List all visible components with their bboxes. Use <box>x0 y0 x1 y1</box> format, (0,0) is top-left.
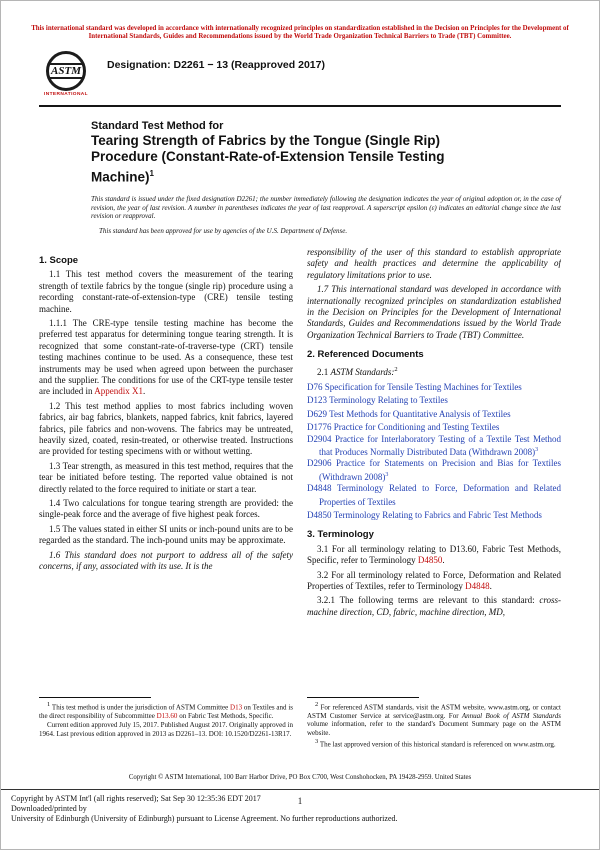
reference-item[interactable]: D1776 Practice for Conditioning and Testing Textiles <box>307 422 500 433</box>
page-number: 1 <box>297 796 303 806</box>
astm-logo-text: ASTM <box>51 64 81 77</box>
footnote-3: $^3$ The last approved version of this historical standard is referenced on www.astm.org. <box>315 738 556 749</box>
para-1-4: 1.4 Two calculations for tongue tearing strength are provided: the single-peak force and the average of five highest peak forces. <box>39 498 293 520</box>
reference-list <box>307 380 561 521</box>
page-title-line-3: Machine)$^1$ <box>91 168 154 185</box>
para-1-5: 1.5 The values stated in either SI units or inch-pound units are to be regarded as the standard. The inch-pound units may be approximate. <box>39 523 293 546</box>
astm-logo-icon <box>46 51 86 91</box>
para-1-2: 1.2 This test method applies to most fabrics including woven fabrics, air bag fabrics, blankets, napped fabrics, knit fabrics, layered fabrics, pile fabrics and non-wovens. The fabrics may be untreated, heavily sized, coated, resin-treated, or otherwise treated. Instructions are provided for testing specimens with or without wetting. <box>39 400 293 457</box>
footnote-2: $^2$ For referenced ASTM standards, visit the ASTM website, www.astm.org, or contact ASTM Customer Service at service@astm.org. For Annual Book of ASTM Standards volume information, refer to the standard's Document Summary page on the ASTM website. <box>307 701 561 737</box>
reference-item[interactable]: D123 Terminology Relating to Textiles <box>307 395 448 406</box>
para-1-7: 1.7 This international standard was developed in accordance with internationally recognized principles on standardization established in the Decision on Principles for the Development of International Standards, Guides and Recommendations issued by the World Trade Organization Technical Barriers to Trade (TBT) Committee. <box>307 284 561 340</box>
para-3-2-1: 3.2.1 The following terms are relevant to this standard: cross-machine direction, CD, fabric, machine direction, MD, <box>307 595 561 617</box>
standard-banner: This international standard was developed in accordance with internationally recognized principles on standardization established in the Decision on Principles for the Development of International Standards, Guides and Recommendations issued by the World Trade Organization Technical Barriers to Trade (TBT) Committee. <box>31 25 569 41</box>
page-title-kicker: Standard Test Method for <box>91 119 224 132</box>
para-1-6-continued: responsibility of the user of this standard to establish appropriate safety and health practices and determine the applicability of regulatory limitations prior to use. <box>307 246 561 280</box>
committee-d13-link[interactable]: D13 <box>230 703 243 712</box>
section-heading-terminology: 3. Terminology <box>307 529 374 541</box>
reference-item[interactable]: D2906 Practice for Statements on Precision and Bias for Textiles (Withdrawn 2008)$^3$ <box>307 458 561 482</box>
footnotes <box>39 697 561 749</box>
document-header <box>39 51 561 103</box>
body-columns <box>39 247 561 695</box>
footnote-ref-2: 2 <box>394 365 398 373</box>
para-3-1: 3.1 For all terminology relating to D13.60, Fabric Test Methods, Specific, refer to Terminology D4850. <box>307 543 561 566</box>
footnote-column-right <box>307 697 561 749</box>
stamp-copyright-line: Copyright by ASTM Int'l (all rights reserved); Sat Sep 30 12:35:36 EDT 2017 <box>11 794 261 803</box>
copyright-notice: Copyright © ASTM International, 100 Barr Harbor Drive, PO Box C700, West Conshohocken, PA 19428-2959. United States <box>128 774 472 781</box>
section-heading-scope: 1. Scope <box>39 254 79 266</box>
title-footnote-ref: 1 <box>149 168 154 178</box>
para-1-1: 1.1 This test method covers the measurement of the tearing strength of textile fabrics by the tongue (single rip) procedure using a recording constant-rate-of-extension-type (CRE) tensile testing machine. <box>39 269 293 314</box>
para-1-6: 1.6 This standard does not purport to address all of the safety concerns, if any, associated with its use. It is the <box>39 549 293 572</box>
reference-item[interactable]: D4848 Terminology Related to Force, Deformation and Related Properties of Textiles <box>307 483 561 507</box>
page-title-line-1: Tearing Strength of Fabrics by the Tongue (Single Rip) <box>91 132 441 148</box>
reference-item[interactable]: D629 Test Methods for Quantitative Analysis of Textiles <box>307 408 511 419</box>
footer-divider <box>1 789 599 790</box>
para-2-1: 2.1 ASTM Standards:$^2$ <box>317 365 398 377</box>
dod-approval-note: This standard has been approved for use by agencies of the U.S. Department of Defense. <box>99 226 348 235</box>
para-1-1-1: 1.1.1 The CRE-type tensile testing machine has become the preferred test apparatus for determining tongue tearing strength. It is recognized that some constant-rate-of-traverse-type (CRT) tensile testing machines continue to be used. As a consequence, these test instruments may be used when agreed upon between the purchaser and the supplier. The conditions for use of the CRT-type tensile tester are included in Appendix X1. <box>39 317 293 397</box>
header-divider <box>39 105 561 107</box>
designation-label: Designation: D2261 − 13 (Reapproved 2017) <box>107 58 325 71</box>
title-block <box>91 119 561 186</box>
column-right <box>307 247 561 695</box>
issuance-note: This standard is issued under the fixed designation D2261; the number immediately following the designation indicates the year of original adoption or, in the case of revision, the year of last revision. A number in parentheses indicates the year of last reapproval. A superscript epsilon (ε) indicates an editorial change since the last revision or reapproval. <box>91 194 561 221</box>
reference-item[interactable]: D2904 Practice for Interlaboratory Testing of a Textile Test Method that Produces Normally Distributed Data (Withdrawn 2008)$^3$ <box>307 433 561 458</box>
page-title-line-2: Procedure (Constant-Rate-of-Extension Tensile Testing <box>91 149 445 165</box>
appendix-x1-link[interactable]: Appendix X1 <box>94 386 143 397</box>
footnote-rule-left <box>39 697 151 698</box>
reference-item[interactable]: D76 Specification for Tensile Testing Machines for Textiles <box>307 381 522 392</box>
terminology-d4850-link[interactable]: D4850 <box>417 555 443 566</box>
column-left <box>39 247 293 695</box>
para-1-3: 1.3 Tear strength, as measured in this test method, requires that the tear be initiated before testing. The reported value obtained is not directly related to the force required to initiate or start a tear. <box>39 460 293 494</box>
subcommittee-d13-60-link[interactable]: D13.60 <box>156 711 178 720</box>
footnote-1-edition: Current edition approved July 15, 2017. Published August 2017. Originally approved in 1964. Last previous edition approved in 2013 as D2261–13. DOI: 10.1520/D2261-13R17. <box>39 721 293 738</box>
terminology-d4848-link[interactable]: D4848 <box>465 581 490 592</box>
section-heading-referenced-documents: 2. Referenced Documents <box>307 349 424 361</box>
para-3-2: 3.2 For all terminology related to Force, Deformation and Related Properties of Textiles, refer to Terminology D4848. <box>307 569 561 592</box>
stamp-license-line: University of Edinburgh (University of Edinburgh) pursuant to License Agreement. No further reproductions authorized. <box>11 814 398 823</box>
footnote-rule-right <box>307 697 419 698</box>
stamp-downloaded-line: Downloaded/printed by <box>11 804 87 813</box>
astm-logo-subtitle: INTERNATIONAL <box>43 91 88 97</box>
astm-logo <box>39 51 93 97</box>
reference-item[interactable]: D4850 Terminology Relating to Fabrics and Fabric Test Methods <box>307 510 542 521</box>
footnote-column-left <box>39 697 293 749</box>
footnote-1: $^1$ This test method is under the jurisdiction of ASTM Committee D13 on Textiles and is the direct responsibility of Subcommittee D13.60 on Fabric Test Methods, Specific. <box>39 701 293 720</box>
